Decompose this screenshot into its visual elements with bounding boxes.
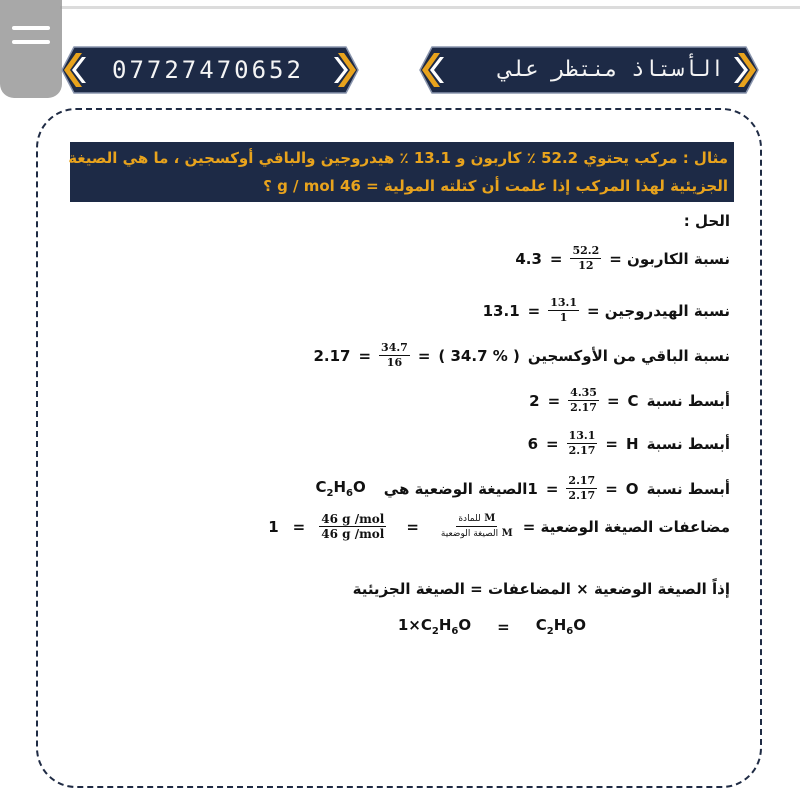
molecular-formula-rule: [353, 580, 730, 598]
simplest-h-element: H: [626, 434, 639, 453]
simplest-c-denominator: 2.17: [570, 401, 597, 414]
oxygen-equals-1: =: [417, 346, 431, 365]
simplest-c-label: أبسط نسبة: [646, 391, 730, 410]
question-line-2: الجزيئية لهذا المركب إذا علمت أن كتلته المولية = 46 g / mol ؟: [263, 177, 728, 195]
question-box: [70, 142, 734, 202]
phone-banner: [60, 45, 360, 95]
multiples-numerator-1: [456, 512, 497, 527]
oxygen-result: 2.17: [313, 346, 351, 365]
simplest-c-element: C: [627, 391, 639, 410]
simplest-h-label: أبسط نسبة: [646, 434, 730, 453]
simplest-o-row: [316, 474, 731, 503]
hydrogen-label: نسبة الهيدروجين =: [587, 301, 730, 320]
molecular-formula-rule-text: إذاً الصيغة الوضعية × المضاعفات = الصيغة الجزيئية: [352, 580, 730, 598]
multiples-denominator-2: 46 g /mol: [321, 527, 385, 541]
simplest-c-equals-2: =: [547, 391, 561, 410]
final-formula-row: [398, 616, 586, 637]
simplest-o-fraction: [566, 474, 597, 503]
multiples-equals-1: =: [406, 517, 419, 536]
oxygen-percent: ( 34.7 % ): [438, 346, 520, 365]
menu-icon-bar: [12, 40, 50, 44]
multiples-denominator-1: [439, 527, 515, 541]
final-equals: =: [497, 617, 510, 636]
oxygen-fraction: [379, 341, 410, 370]
simplest-c-equals-1: =: [606, 391, 620, 410]
menu-button[interactable]: [0, 0, 62, 98]
multiples-den-sub: الصيغة الوضعية: [440, 529, 499, 539]
multiples-result: 1: [268, 517, 279, 536]
solution-heading: [684, 212, 730, 230]
hydrogen-numerator: 13.1: [550, 296, 578, 309]
carbon-equals: =: [549, 249, 563, 268]
final-formula-right: $1\times C_2H_6O$: [397, 616, 472, 637]
carbon-label: نسبة الكاربون =: [609, 249, 730, 268]
carbon-fraction: [570, 244, 601, 273]
oxygen-numerator: 34.7: [381, 341, 408, 354]
simplest-o-equals-2: =: [545, 479, 559, 498]
multiples-label: مضاعفات الصيغة الوضعية =: [522, 517, 730, 536]
teacher-name: الأستاذ منتظر علي: [498, 57, 724, 82]
multiples-den-m: M: [501, 528, 513, 539]
simplest-o-equals-1: =: [605, 479, 618, 498]
simplest-h-fraction: [567, 429, 598, 458]
carbon-result: 4.3: [515, 249, 542, 268]
oxygen-ratio-row: [313, 341, 730, 370]
solution-heading-text: الحل :: [683, 212, 730, 230]
oxygen-label: نسبة الباقي من الأوكسجين: [527, 346, 730, 365]
simplest-o-numerator: 2.17: [568, 474, 596, 487]
simplest-c-row: [529, 386, 730, 415]
empirical-formula-label: الصيغة الوضعية هي: [383, 479, 528, 498]
empirical-formula: $C_2H_6O$: [315, 478, 366, 499]
simplest-h-equals-1: =: [605, 434, 618, 453]
multiples-fraction-2: [319, 512, 386, 541]
simplest-o-result: 1: [527, 479, 538, 498]
hydrogen-fraction: [548, 296, 579, 325]
simplest-h-row: [528, 429, 730, 458]
simplest-c-fraction: [568, 386, 599, 415]
hydrogen-result: 13.1: [482, 301, 520, 320]
carbon-numerator: 52.2: [572, 244, 600, 257]
teacher-banner: [418, 45, 760, 95]
multiples-num-sub: للمادة: [458, 514, 481, 524]
oxygen-equals-2: =: [358, 346, 372, 365]
oxygen-denominator: 16: [386, 356, 403, 369]
simplest-h-denominator: 2.17: [568, 444, 596, 457]
menu-icon: [12, 26, 50, 30]
multiples-num-m: M: [484, 513, 496, 524]
top-divider: [60, 6, 800, 9]
simplest-o-label: أبسط نسبة: [646, 479, 730, 498]
multiples-equals-2: =: [292, 517, 306, 536]
simplest-h-equals-2: =: [546, 434, 559, 453]
question-line-1: مثال : مركب يحتوي 52.2 ٪ كاربون و 13.1 ٪ هيدروجين والباقي أوكسجين ، ما هي الصيغة: [68, 149, 728, 167]
simplest-o-denominator: 2.17: [568, 489, 596, 502]
multiples-row: [268, 512, 730, 541]
final-formula-left: $C_2H_6O$: [535, 616, 586, 637]
simplest-o-element: O: [625, 479, 639, 498]
hydrogen-denominator: 1: [559, 311, 568, 324]
simplest-c-numerator: 4.35: [570, 386, 597, 399]
simplest-h-numerator: 13.1: [568, 429, 596, 442]
multiples-numerator-2: 46 g /mol: [321, 512, 385, 526]
hydrogen-equals: =: [527, 301, 541, 320]
carbon-ratio-row: [515, 244, 730, 273]
carbon-denominator: 12: [578, 259, 594, 272]
phone-number: 07727470652: [112, 56, 304, 84]
hydrogen-ratio-row: [483, 296, 730, 325]
multiples-fraction-1: [439, 512, 515, 541]
simplest-h-result: 6: [527, 434, 539, 453]
simplest-c-result: 2: [529, 391, 540, 410]
